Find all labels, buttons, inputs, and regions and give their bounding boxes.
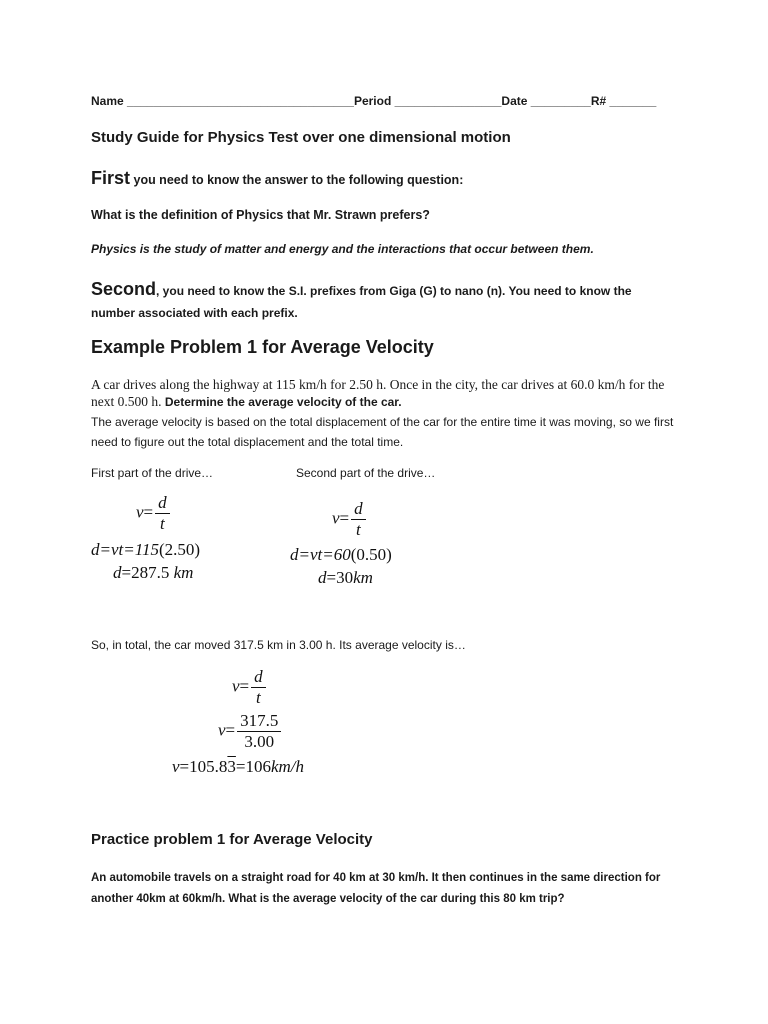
second-instruction (91, 278, 671, 324)
problem-initial: A (91, 377, 101, 392)
total-summary: So, in total, the car moved 317.5 km in 3.00 h. Its average velocity is… (91, 638, 466, 652)
second-rest: , you need to know the S.I. prefixes from Giga (G) to nano (n). You need to know the number associated with each prefix. (91, 284, 632, 320)
second-lead: Second (91, 279, 157, 299)
eq3-velocity-substitution: v= $\frac{317.5}{3.00}$ (218, 712, 281, 751)
definition-answer: Physics is the study of matter and energy and the interactions that occur between them. (91, 242, 594, 256)
first-part-label: First part of the drive… (91, 466, 214, 480)
second-part-label: Second part of the drive… (296, 466, 436, 480)
first-lead: First (91, 168, 131, 188)
eq2-displacement-result: d=30km (318, 568, 373, 587)
eq1-displacement-calc: d=vt=115(2.50) (91, 540, 201, 559)
eq3-velocity-result: v=105.83=106km/h (172, 757, 305, 776)
eq2-velocity-formula: v= $\frac{d}{t}$ (332, 500, 366, 539)
example-heading: Example Problem 1 for Average Velocity (91, 337, 434, 357)
first-instruction (91, 168, 463, 189)
period-label: Period (353, 94, 392, 108)
problem-question: Determine the average velocity of the car. (164, 395, 402, 409)
problem-text: car drives along the highway at 115 km/h for 2.50 h. Once in the city, the car drives at 60.0 km/h for the next 0.500 h. (91, 377, 665, 409)
date-label: Date (501, 94, 528, 108)
practice-heading: Practice problem 1 for Average Velocity (91, 831, 373, 848)
page-title: Study Guide for Physics Test over one dimensional motion (91, 129, 511, 146)
example-problem (91, 376, 681, 411)
first-rest: you need to know the answer to the following question: (130, 173, 464, 187)
definition-question: What is the definition of Physics that Mr. Strawn prefers? (91, 208, 430, 222)
header-fields (91, 94, 656, 108)
eq1-velocity-formula: v= $\frac{d}{t}$ (136, 494, 170, 533)
period-blank[interactable]: ________________ (394, 94, 502, 108)
practice-problem: An automobile travels on a straight road for 40 km at 30 km/h. It then continues in the same direction for another 40km at 60km/h. What is the average velocity of the car during this 80 km trip? (91, 872, 661, 905)
eq1-displacement-result: d=287.5 km (113, 563, 194, 582)
eq3-velocity-formula: v= $\frac{d}{t}$ (232, 668, 266, 707)
date-blank[interactable]: _________ (530, 94, 591, 108)
eq2-displacement-calc: d=vt=60(0.50) (290, 545, 392, 564)
r-label: R# (590, 94, 607, 108)
name-label: Name (91, 94, 124, 108)
example-explanation: The average velocity is based on the total displacement of the car for the entire time it was moving, so we first need to figure out the total displacement and the total time. (91, 415, 674, 449)
r-blank[interactable]: _______ (609, 94, 657, 108)
name-blank[interactable]: __________________________________ (127, 94, 354, 108)
